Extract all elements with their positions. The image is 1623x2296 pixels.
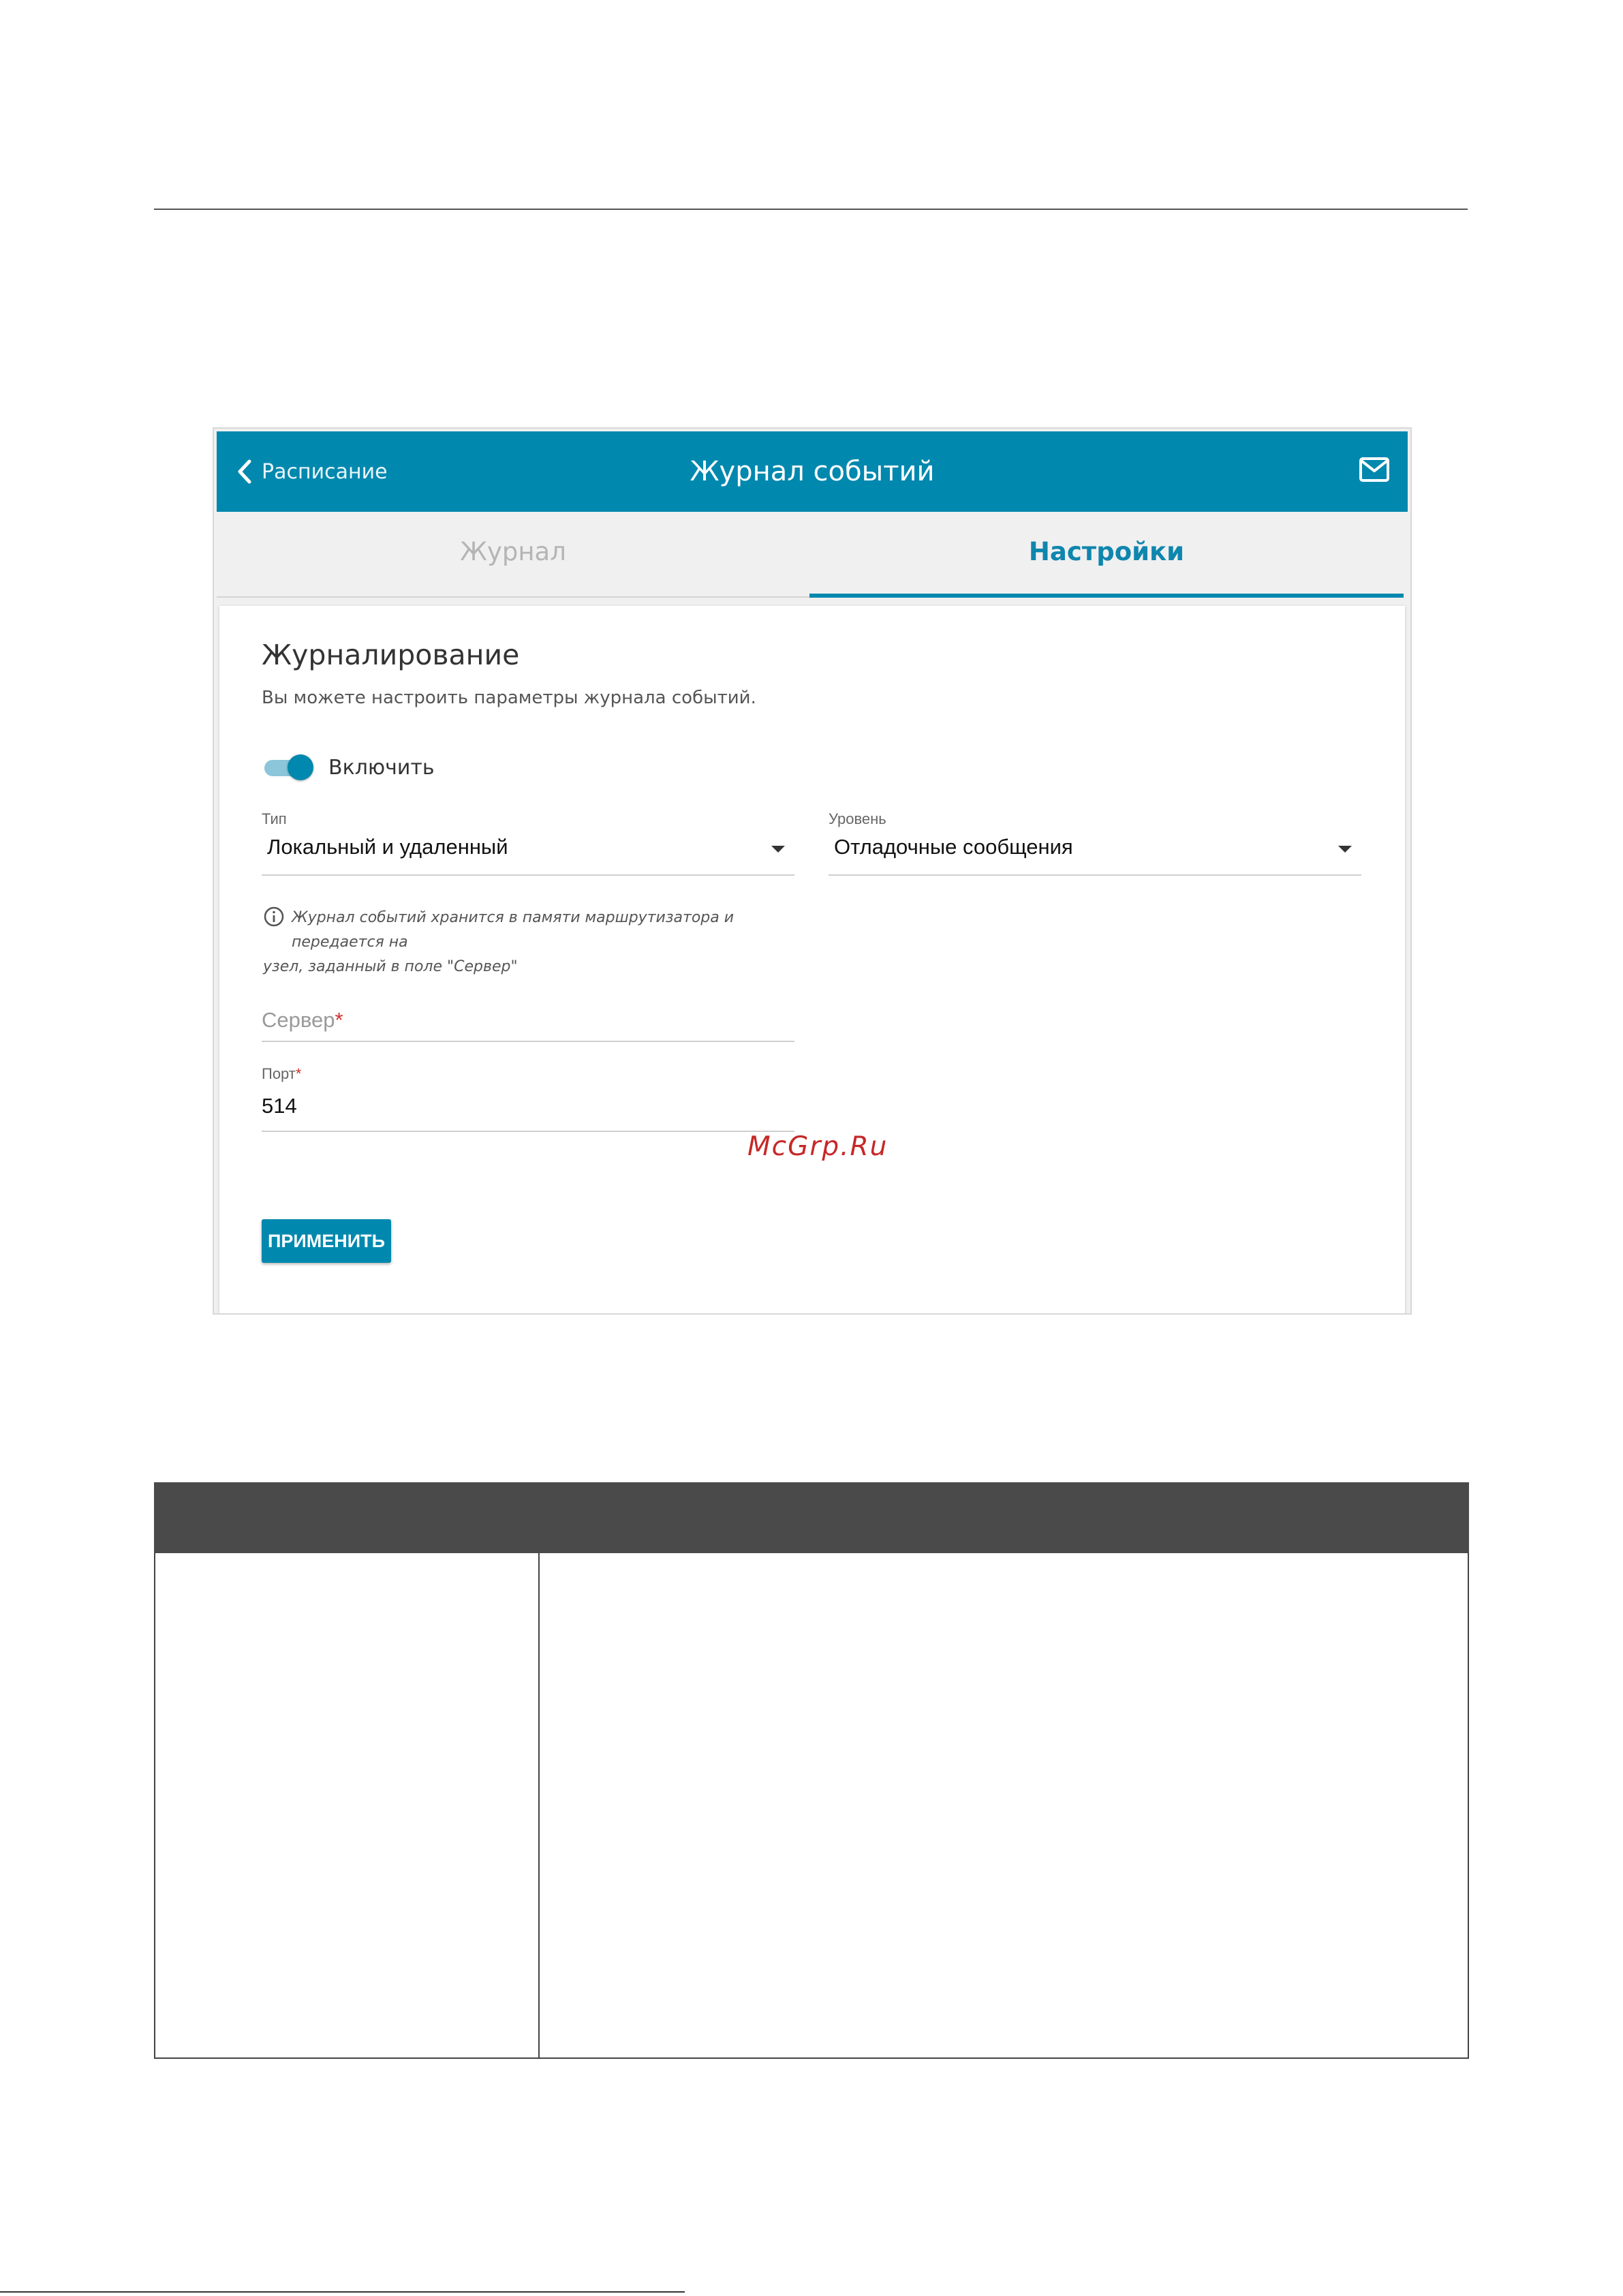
enable-toggle-label: Включить (328, 756, 435, 780)
hint-text (263, 906, 796, 979)
level-value: Отладочные сообщения (834, 835, 1073, 859)
page-top-rule (154, 209, 1468, 210)
page-title: Журнал событий (690, 456, 935, 487)
section-description: Вы можете настроить параметры журнала событий. (262, 688, 756, 708)
apply-button[interactable]: ПРИМЕНИТЬ (262, 1219, 391, 1263)
app-header (217, 431, 1408, 512)
info-icon (263, 906, 285, 931)
server-placeholder-text: Сервер (262, 1008, 335, 1032)
table-body (154, 1553, 1469, 2059)
settings-card (219, 606, 1405, 1315)
caret-down-icon (1338, 846, 1352, 853)
table-header (154, 1482, 1469, 1553)
port-label-text: Порт (262, 1065, 296, 1082)
mail-icon[interactable] (1359, 456, 1390, 487)
description-table (154, 1482, 1469, 2059)
section-title: Журналирование (262, 639, 520, 671)
server-placeholder (262, 1008, 343, 1032)
screenshot-window (213, 427, 1412, 1315)
table-column-divider (538, 1553, 540, 2057)
toggle-knob (288, 754, 313, 780)
tab-journal[interactable]: Журнал (217, 512, 809, 598)
caret-down-icon (771, 846, 785, 853)
required-mark: * (295, 1065, 302, 1082)
type-value: Локальный и удаленный (267, 835, 508, 859)
port-label (262, 1065, 301, 1083)
enable-toggle[interactable] (264, 754, 313, 780)
type-label: Тип (262, 810, 287, 827)
hint-line-2: узел, заданный в поле "Сервер" (263, 958, 518, 975)
server-underline (262, 1041, 794, 1042)
back-label: Расписание (262, 459, 388, 484)
watermark: McGrp.Ru (747, 1131, 888, 1162)
type-underline (262, 874, 794, 876)
tab-settings[interactable]: Настройки (809, 512, 1404, 598)
port-underline (262, 1131, 794, 1132)
required-mark: * (335, 1008, 343, 1032)
page-bottom-rule (0, 2291, 685, 2293)
port-value: 514 (262, 1094, 297, 1118)
level-label: Уровень (829, 810, 886, 827)
level-underline (829, 874, 1361, 876)
tab-bar (217, 512, 1408, 600)
hint-line-1: Журнал событий хранится в памяти маршрутизатора и передается на (292, 909, 735, 951)
